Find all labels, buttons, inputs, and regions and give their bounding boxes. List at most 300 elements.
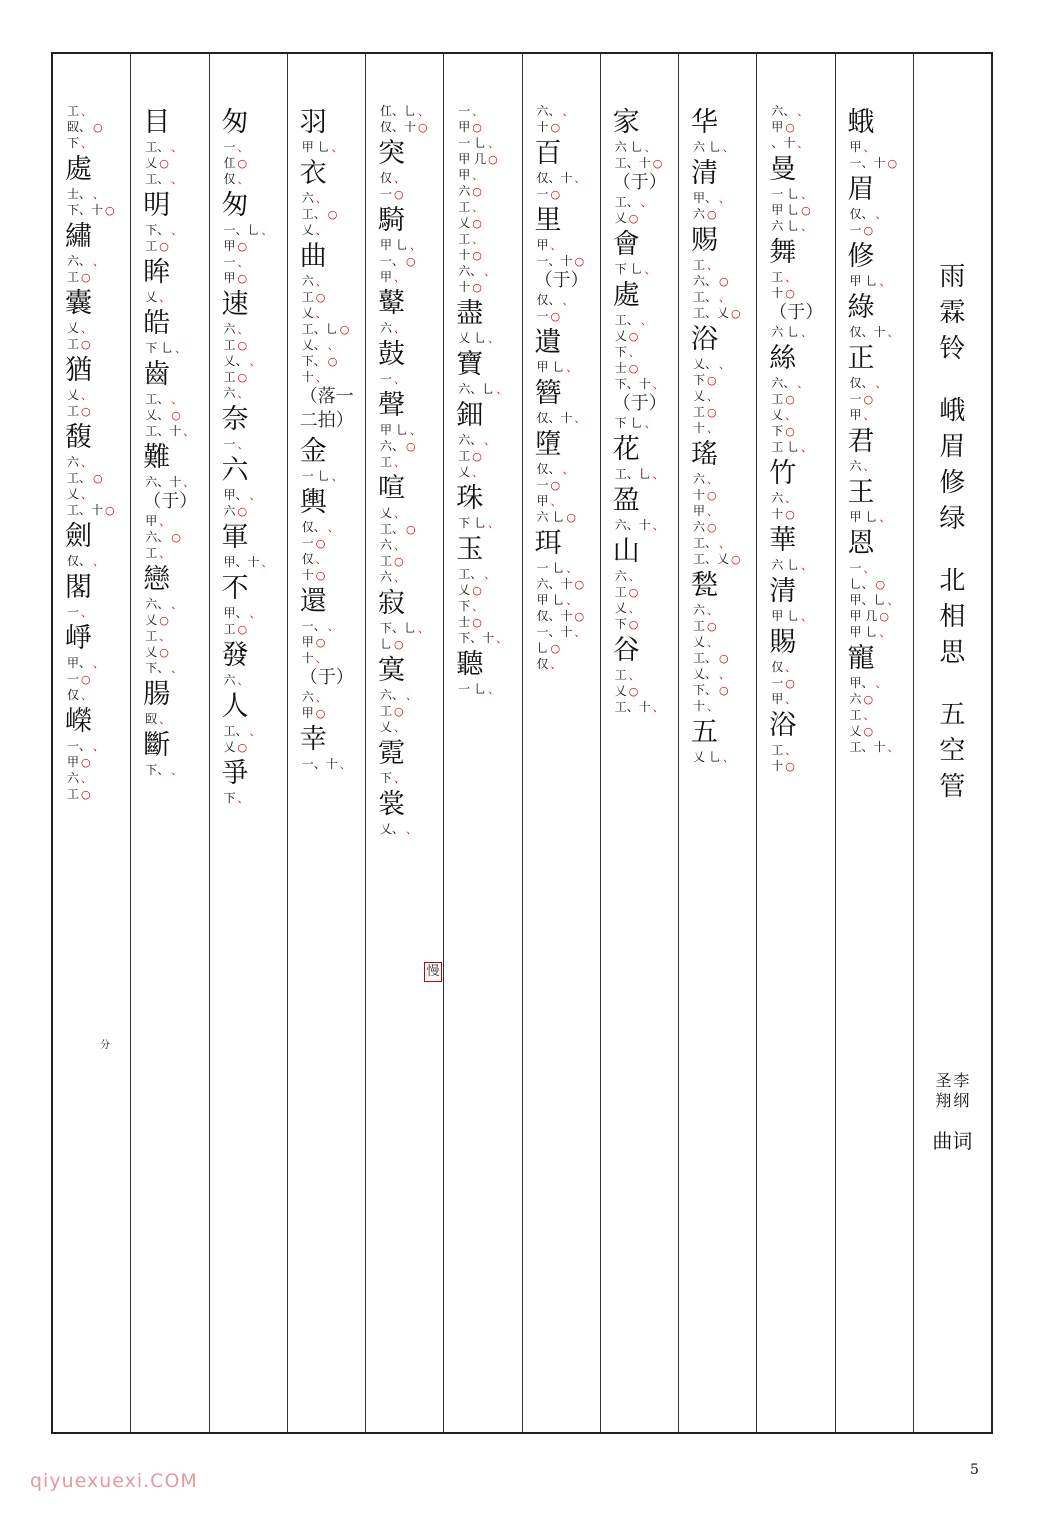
notation-row (145, 290, 170, 305)
lyric-character: 百 (534, 138, 562, 169)
notation-symbol: 乂 (145, 156, 158, 170)
beat-mark: ○ (105, 204, 115, 217)
beat-mark: 、 (237, 438, 249, 451)
lyric-character: 奈 (221, 404, 249, 435)
notation-symbol: 下 (380, 771, 393, 785)
lyric-character: 衣 (299, 158, 327, 189)
beat-mark: 、 (81, 772, 93, 785)
song-first-line (939, 393, 965, 537)
notation-row (771, 136, 808, 151)
beat-mark: 、 (159, 713, 171, 726)
lyric-character: 金 (299, 436, 327, 467)
notation-row (224, 791, 249, 806)
beat-mark: ○ (628, 685, 639, 698)
notation-row (67, 404, 92, 419)
lyric-character: 鼙 (378, 288, 405, 319)
notation-row (850, 325, 899, 340)
notation-row (771, 507, 796, 522)
notation-row (693, 258, 741, 273)
notation-row (302, 469, 343, 484)
lyric-character: 五 (691, 717, 718, 748)
notation-symbol: 六 (693, 472, 706, 486)
notation-symbol: 六 (223, 673, 236, 687)
notation-symbol: 一 乚 (771, 187, 800, 201)
title-column (914, 54, 991, 1432)
notation-symbol: 六、 (771, 104, 796, 118)
notation-row (537, 360, 578, 375)
notation-row (693, 488, 741, 503)
notation-row (67, 120, 103, 135)
song-title-char: 霖 (939, 298, 966, 328)
lyric-character: 速 (221, 289, 249, 320)
tune-mode-char: 相 (939, 602, 966, 632)
gongche-notation (691, 472, 741, 567)
notation-symbol: 十 (771, 759, 784, 773)
notation-row (850, 561, 899, 576)
notation-row (302, 568, 339, 583)
notation-symbol: 六 (301, 274, 314, 288)
notation-symbol: 工、十 (145, 424, 182, 438)
notation-row (302, 370, 350, 385)
notation-row (380, 372, 405, 387)
gongche-notation (143, 290, 170, 305)
beat-mark: 、 (484, 265, 496, 278)
gongche-notation (535, 171, 586, 202)
notation-row (615, 195, 652, 210)
beat-mark: ○ (574, 610, 585, 623)
notation-symbol: 甲 (536, 494, 549, 508)
gongche-notation (143, 514, 181, 561)
notation-row (537, 478, 576, 493)
notation-symbol: 甲 (849, 140, 862, 154)
beat-mark: 、 (315, 192, 327, 205)
notation-symbol: 仜、乚 (380, 104, 417, 118)
notation-symbol: 甲 (223, 239, 236, 253)
notation-row (850, 274, 891, 289)
notation-row (458, 168, 499, 183)
notation-symbol: 一、十 (849, 156, 886, 170)
notation-row (458, 248, 499, 263)
beat-mark: 、 (175, 342, 187, 355)
notation-row (380, 771, 405, 786)
beat-mark: 、 (183, 476, 195, 489)
lyric-character: 王 (847, 477, 875, 508)
beat-mark: 、 (237, 387, 249, 400)
notation-row (537, 577, 586, 592)
notation-symbol: 六 (301, 690, 314, 704)
notation-row (615, 700, 664, 715)
beat-mark: 、 (887, 741, 899, 754)
gongche-notation (378, 621, 429, 652)
lyric-character: 絲 (769, 343, 797, 374)
notation-row (380, 720, 417, 735)
gongche-notation (378, 822, 417, 837)
lyric-character: 簪 (534, 378, 562, 409)
beat-mark: ○ (237, 371, 248, 384)
notation-symbol: 乂 (301, 306, 314, 320)
beat-mark: 、 (171, 662, 183, 675)
beat-mark: ○ (785, 425, 795, 438)
notation-symbol: 仅 (301, 552, 314, 566)
notation-row (850, 676, 899, 691)
gongche-notation (222, 437, 249, 452)
notation-row (458, 264, 499, 279)
notation-symbol: 十 (771, 286, 784, 300)
gongche-notation (300, 619, 339, 666)
notation-symbol: 工、 (223, 724, 248, 738)
score-column-4 (601, 54, 679, 1432)
notation-row (224, 622, 261, 637)
beat-mark: ○ (863, 693, 874, 706)
notation-row (850, 740, 899, 755)
notation-row (224, 370, 261, 385)
beat-mark: ○ (472, 121, 482, 134)
column-stack (366, 104, 443, 1426)
notation-row (458, 465, 495, 480)
beat-mark: ○ (574, 578, 585, 591)
notation-symbol: 六 (849, 692, 862, 706)
notation-symbol: 甲 乚 (301, 140, 330, 154)
notation-row (302, 207, 338, 222)
notation-symbol: 十 (693, 488, 706, 502)
notation-row (850, 510, 891, 525)
beat-mark: ○ (785, 508, 795, 521)
notation-symbol: 乚 (536, 641, 549, 655)
notation-symbol: 乂、 (145, 408, 170, 422)
beat-mark: ○ (628, 586, 639, 599)
notation-row (224, 724, 261, 739)
notation-row (302, 552, 339, 567)
notation-symbol: 一 (849, 223, 862, 237)
notation-symbol: 下 (614, 345, 627, 359)
notation-row (693, 552, 741, 567)
notation-row (224, 504, 261, 519)
notation-row (67, 605, 92, 620)
notation-row (302, 690, 327, 705)
notation-row (380, 254, 421, 269)
notation-symbol: 六 (223, 386, 236, 400)
beat-mark: 、 (315, 371, 327, 384)
beat-mark: ○ (237, 505, 248, 518)
beat-mark: ○ (237, 741, 248, 754)
notation-symbol: 乂 (145, 290, 158, 304)
notation-row (224, 156, 249, 171)
lyric-character: 幸 (299, 724, 327, 755)
beat-mark: 、 (472, 201, 484, 214)
notation-row (380, 538, 416, 553)
notation-row (850, 593, 899, 608)
watermark: qiyuexuexi.COM (30, 1470, 198, 1492)
notation-symbol: 士 (458, 615, 471, 629)
notation-row (145, 239, 182, 254)
beat-mark: 、 (488, 683, 500, 696)
beat-mark: ○ (315, 291, 326, 304)
notation-symbol: 十 (458, 280, 471, 294)
notation-row (458, 433, 495, 448)
gongche-notation (143, 712, 170, 727)
beat-mark: 、 (652, 519, 664, 532)
notation-symbol: 工 (223, 370, 236, 384)
gongche-notation (300, 520, 339, 583)
gongche-notation (378, 506, 416, 585)
beat-mark: 、 (406, 689, 418, 702)
lyric-character: 珠 (456, 483, 484, 514)
notation-symbol: 工 (458, 449, 471, 463)
notation-symbol: 工 (693, 619, 706, 633)
notation-symbol: 六、 (380, 439, 405, 453)
notation-symbol: 工、十 (614, 156, 651, 170)
notation-row (67, 672, 104, 687)
gongche-notation (769, 491, 796, 522)
beat-mark: 、 (566, 594, 578, 607)
notation-row (224, 673, 249, 688)
notation-symbol: 工、乚 (614, 467, 651, 481)
lyric-character: 齒 (143, 359, 171, 390)
gongche-notation (613, 262, 656, 277)
notation-symbol: 乂 (693, 389, 706, 403)
beat-mark: 、 (81, 322, 93, 335)
notation-symbol: 乂、 (380, 822, 405, 836)
notation-row (693, 405, 730, 420)
notation-row (224, 338, 261, 353)
notation-row (224, 354, 261, 369)
notation-symbol: 甲 (458, 168, 471, 182)
beat-mark: 、 (628, 669, 640, 682)
lyric-character: 崢 (65, 623, 92, 654)
notation-row (537, 593, 586, 608)
beat-mark: 、 (237, 792, 249, 805)
beat-mark: 、 (801, 559, 813, 572)
beat-mark: 、 (628, 346, 640, 359)
gongche-notation (535, 360, 578, 375)
lyric-character: 寞 (378, 655, 405, 686)
notation-symbol: 甲 (301, 635, 314, 649)
beat-mark: 、 (652, 701, 664, 714)
notation-row (380, 270, 421, 285)
gongche-notation (143, 341, 186, 356)
beat-mark: ○ (159, 614, 169, 627)
score-column-2 (757, 54, 835, 1432)
notation-symbol: 仅 (536, 657, 549, 671)
gongche-notation (848, 459, 875, 474)
beat-mark: 、 (566, 562, 578, 575)
notation-symbol: 甲 (771, 120, 784, 134)
lyric-character: 里 (534, 205, 562, 236)
lyric-character: 盈 (612, 485, 640, 516)
notation-row (771, 424, 812, 439)
lyric-character: 羽 (299, 107, 327, 138)
notation-symbol: 甲、 (223, 606, 248, 620)
notation-symbol: 工 (771, 743, 784, 757)
beat-mark: ○ (315, 636, 326, 649)
beat-mark: 、 (484, 434, 496, 447)
beat-mark: 、 (394, 456, 406, 469)
song-first-line-char: 修 (939, 468, 966, 498)
beat-mark: 、 (394, 373, 406, 386)
notation-symbol: 一、十 (536, 254, 573, 268)
beat-mark: 、 (159, 630, 171, 643)
beat-mark: 、 (785, 744, 797, 757)
gongche-notation (65, 605, 92, 620)
beat-mark: 、 (93, 555, 105, 568)
notation-symbol: 工 (67, 787, 80, 801)
score-column-6 (444, 54, 522, 1432)
notation-row (145, 156, 182, 171)
gongche-notation (691, 140, 734, 155)
notation-symbol: 工、 (301, 207, 326, 221)
notation-symbol: 、十 (771, 136, 796, 150)
beat-mark: 、 (785, 492, 797, 505)
annotation: （落一二拍） (299, 386, 354, 431)
notation-row (537, 411, 586, 426)
beat-mark: ○ (628, 618, 639, 631)
notation-symbol: 士 (614, 361, 627, 375)
lyric-character: 谷 (612, 635, 640, 666)
notation-row (145, 645, 182, 660)
beat-mark: 、 (315, 652, 327, 665)
notation-row (850, 156, 898, 171)
beat-mark: ○ (472, 249, 482, 262)
notation-symbol: 甲 乚 (536, 360, 565, 374)
notation-row (67, 254, 104, 269)
gongche-notation (222, 791, 249, 806)
lyric-character: 竹 (769, 458, 797, 489)
notation-symbol: 工 (693, 405, 706, 419)
lyric-character: 會 (612, 229, 640, 260)
notation-row (145, 629, 182, 644)
notation-symbol: 工、 (145, 172, 170, 186)
notation-symbol: 士、 (67, 187, 92, 201)
notation-row (458, 583, 507, 598)
beat-mark: 、 (801, 441, 813, 454)
gongche-notation (535, 104, 574, 135)
gongche-notation (143, 392, 194, 439)
gongche-notation (769, 187, 812, 234)
gongche-notation (222, 488, 261, 519)
lyric-character: 爭 (221, 758, 249, 789)
notation-symbol: 乂、 (693, 667, 718, 681)
notation-symbol: 六、 (145, 530, 170, 544)
notation-symbol: 工、 (67, 471, 92, 485)
beat-mark: ○ (785, 677, 795, 690)
notation-row (380, 554, 416, 569)
score-column-10 (131, 54, 209, 1432)
beat-mark: 、 (81, 389, 93, 402)
beat-mark: ○ (315, 569, 326, 582)
beat-mark: 、 (801, 326, 813, 339)
notation-symbol: 甲、十 (223, 555, 260, 569)
beat-mark: 、 (875, 677, 887, 690)
beat-mark: ○ (315, 707, 326, 720)
notation-row (145, 763, 182, 778)
notation-row (67, 554, 104, 569)
beat-mark: ○ (105, 504, 115, 517)
notation-row (67, 321, 92, 336)
beat-mark: ○ (237, 157, 248, 170)
notation-symbol: 六 (614, 569, 627, 583)
notation-symbol: 甲 (223, 271, 236, 285)
tune-mode-char: 思 (939, 638, 966, 668)
gongche-notation (143, 223, 182, 254)
beat-mark: 、 (887, 594, 899, 607)
beat-mark: 、 (875, 377, 887, 390)
notation-symbol: 工 (223, 622, 236, 636)
author-char: 李 (953, 1071, 970, 1090)
gongche-notation (222, 673, 249, 688)
beat-mark: 、 (472, 233, 484, 246)
notation-symbol: 下、十 (458, 631, 495, 645)
score-column-11 (53, 54, 131, 1432)
notation-row (537, 510, 576, 525)
notation-row (145, 475, 194, 490)
beat-mark: 、 (863, 460, 875, 473)
notation-symbol: 乂、 (301, 338, 326, 352)
lyric-character: 匆 (221, 107, 249, 138)
notation-symbol: 一、十 (536, 625, 573, 639)
beat-mark: ○ (93, 121, 103, 134)
lyric-character: 輿 (299, 487, 327, 518)
gongche-notation (222, 322, 261, 401)
notation-symbol: 一 (849, 392, 862, 406)
notation-row (67, 487, 115, 502)
notation-row (145, 613, 182, 628)
notation-row (850, 207, 887, 222)
notation-row (693, 635, 730, 650)
notation-row (67, 656, 104, 671)
notation-symbol: 工、 (380, 522, 405, 536)
notation-symbol: 六、 (145, 597, 170, 611)
notation-symbol: 下 (223, 791, 236, 805)
beat-mark: 、 (394, 539, 406, 552)
notation-row (771, 270, 796, 285)
lyric-character: 難 (143, 442, 171, 473)
gongche-notation (300, 757, 351, 772)
beat-mark: ○ (707, 406, 717, 419)
notation-row (302, 757, 351, 772)
notation-row (537, 494, 576, 509)
beat-mark: 、 (719, 192, 731, 205)
notation-row (458, 200, 499, 215)
beat-mark: 、 (171, 173, 183, 186)
notation-symbol: 甲 (536, 238, 549, 252)
notation-symbol: 甲、 (693, 191, 718, 205)
notation-symbol: 工、 (614, 313, 639, 327)
beat-mark: ○ (81, 788, 91, 801)
gongche-notation (848, 376, 887, 423)
notation-symbol: 工 (458, 200, 471, 214)
notation-row (67, 739, 104, 754)
notation-row (380, 120, 429, 135)
beat-mark: ○ (863, 725, 874, 738)
beat-mark: ○ (574, 255, 585, 268)
lyric-character: 閣 (65, 572, 92, 603)
notation-symbol: 下 乚 (614, 262, 643, 276)
notation-symbol: 十 (301, 370, 314, 384)
gongche-notation (456, 104, 499, 295)
lyric-character: 舞 (769, 237, 797, 268)
notation-row (302, 140, 343, 155)
notation-symbol: 仅、 (536, 462, 561, 476)
lyric-character: 君 (847, 426, 875, 457)
beat-mark: 、 (496, 383, 508, 396)
notation-row (67, 187, 115, 202)
song-first-line-char: 峨 (939, 396, 966, 426)
beat-mark: 、 (315, 307, 327, 320)
notation-row (458, 120, 499, 135)
beat-mark: 、 (707, 390, 719, 403)
notation-symbol: 仅、十 (849, 325, 886, 339)
beat-mark: 、 (863, 409, 875, 422)
